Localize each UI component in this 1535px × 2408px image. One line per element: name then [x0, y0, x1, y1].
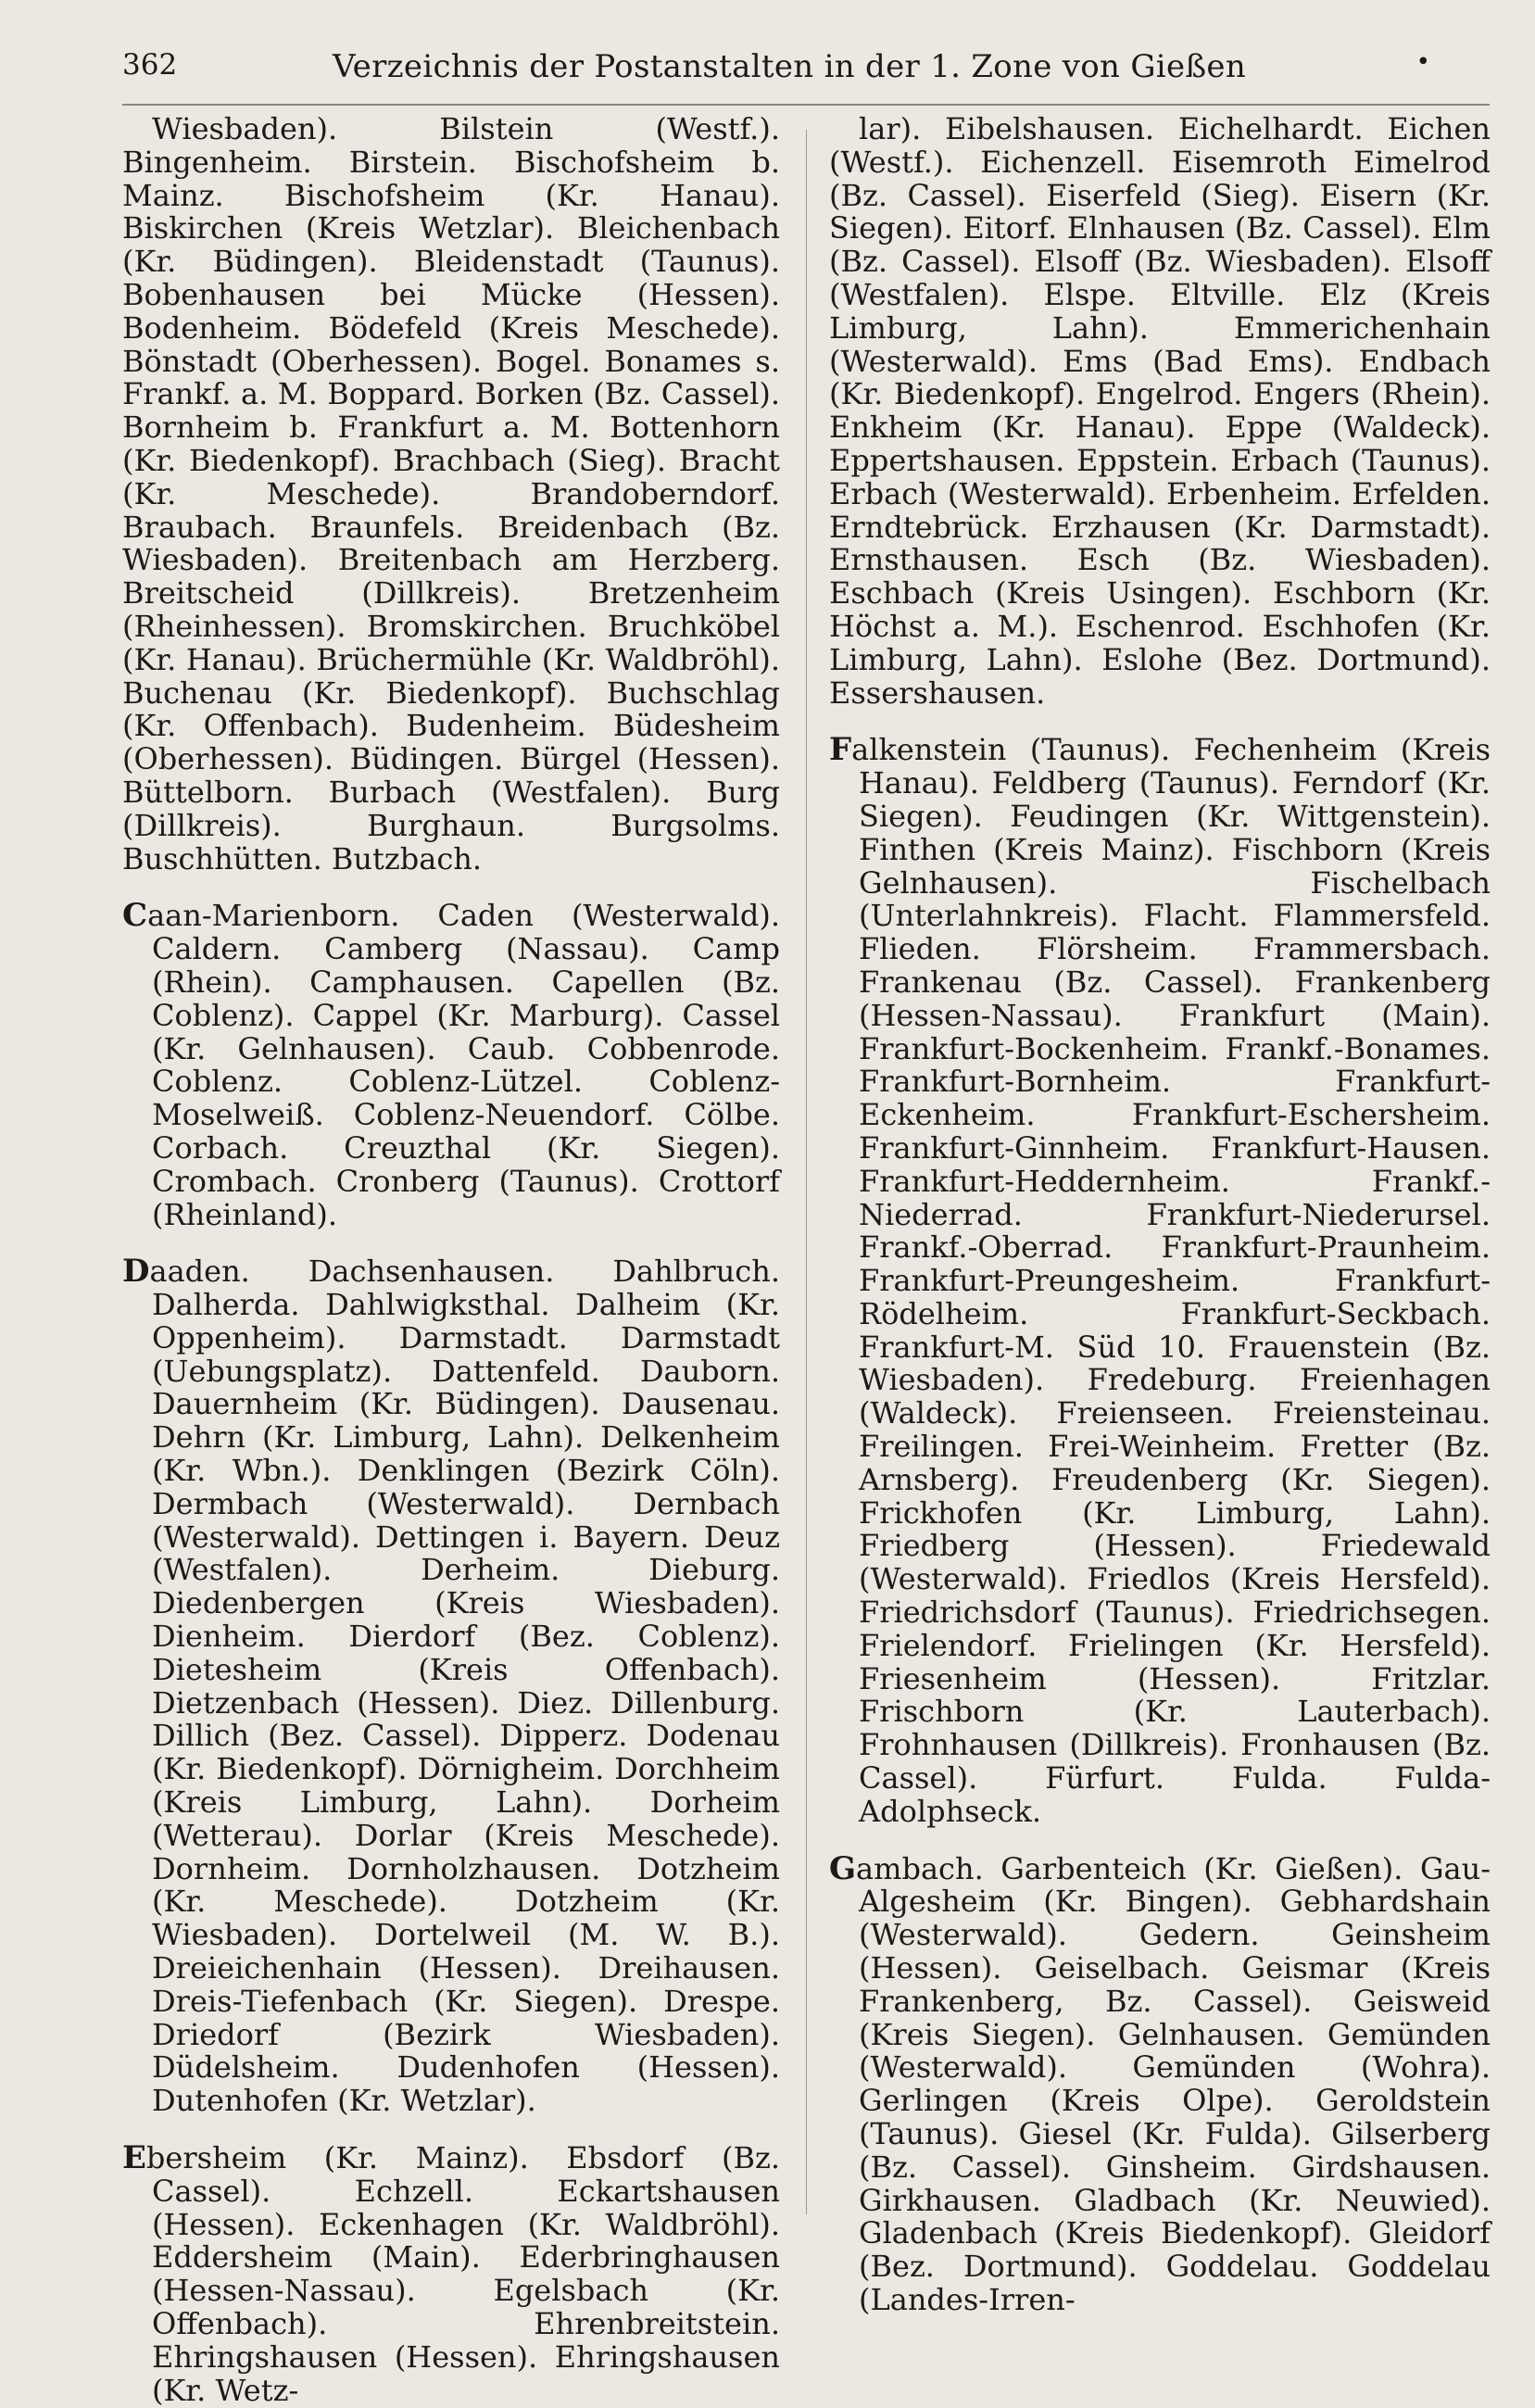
- running-title: Verzeichnis der Postanstalten in der 1. Zone von Gießen: [332, 48, 1247, 85]
- section-f: [829, 731, 1491, 1829]
- header-rule: [122, 104, 1490, 106]
- section-g: [829, 1849, 1491, 2317]
- section-initial: C: [122, 897, 148, 935]
- e-entries-continuation: lar). Eibelshausen. Eichelhardt. Eichen (Westf.). Eichenzell. Eisemroth Eimelrod (Bz. Cassel). Eiserfeld (Sieg). Eisern (Kr. Siegen). Eitorf. Elnhausen (Bz. Cassel). Elm (Bz. Cassel). Elsoff (Bz. Wiesbaden). Elsoff (Westfalen). Elspe. Eltville. Elz (Kreis Limburg, Lahn). Emmerichenhain (Westerwald). Ems (Bad Ems). Endbach (Kr. Biedenkopf). Engelrod. Engers (Rhein). Enkheim (Kr. Hanau). Eppe (Waldeck). Eppertshausen. Eppstein. Erbach (Taunus). Erbach (Westerwald). Erbenheim. Erfelden. Erndtebrück. Erzhausen (Kr. Darmstadt). Ernsthausen. Esch (Bz. Wiesbaden). Eschbach (Kreis Usingen). Eschborn (Kr. Höchst a. M.). Eschenrod. Eschhofen (Kr. Limburg, Lahn). Eslohe (Bez. Dortmund). Essershausen.: [829, 111, 1491, 711]
- section-initial: E: [122, 2139, 146, 2177]
- page-header: [122, 44, 1456, 93]
- section-initial: D: [122, 1253, 150, 1291]
- section-text: aaden. Dachsenhausen. Dahlbruch. Dalherda. Dahlwigksthal. Dalheim (Kr. Oppenheim). Darmstadt. Darmstadt (Uebungsplatz). Dattenfeld. Dauborn. Dauernheim (Kr. Büdingen). Dausenau. Dehrn (Kr. Limburg, Lahn). Delkenheim (Kr. Wbn.). Denklingen (Bezirk Cöln). Dermbach (Westerwald). Dernbach (Westerwald). Dettingen i. Bayern. Deuz (Westfalen). Derheim. Dieburg. Diedenbergen (Kreis Wiesbaden). Dienheim. Dierdorf (Bez. Coblenz). Dietesheim (Kreis Offenbach). Dietzenbach (Hessen). Diez. Dillenburg. Dillich (Bez. Cassel). Dipperz. Dodenau (Kr. Biedenkopf). Dörnigheim. Dorchheim (Kreis Limburg, Lahn). Dorheim (Wetterau). Dorlar (Kreis Meschede). Dornheim. Dornholzhausen. Dotzheim (Kr. Meschede). Dotzheim (Kr. Wiesbaden). Dortelweil (M. W. B.). Dreieichenhain (Hessen). Dreihausen. Dreis-Tiefenbach (Kr. Siegen). Drespe. Driedorf (Bezirk Wiesbaden). Düdelsheim. Dudenhofen (Hessen). Dutenhofen (Kr. Wetzlar).: [149, 1254, 780, 2119]
- section-e: [122, 2139, 780, 2408]
- left-column: [122, 113, 780, 2407]
- section-text: bersheim (Kr. Mainz). Ebsdorf (Bz. Cassel). Echzell. Eckartshausen (Hessen). Eckenhagen (Kr. Waldbröhl). Eddersheim (Main). Ederbringhausen (Hessen-Nassau). Egelsbach (Kr. Offenbach). Ehrenbreitstein. Ehringshausen (Hessen). Ehringshausen (Kr. Wetz-: [145, 2140, 780, 2408]
- section-d: [122, 1255, 780, 2118]
- right-column: [829, 113, 1491, 2317]
- section-initial: F: [829, 731, 852, 769]
- section-text: ambach. Garbenteich (Kr. Gießen). Gau-Algesheim (Kr. Bingen). Gebhardshain (Westerwald). Gedern. Geinsheim (Hessen). Geiselbach. Geismar (Kreis Frankenberg, Bz. Cassel). Geisweid (Kreis Siegen). Gelnhausen. Gemünden (Westerwald). Gemünden (Wohra). Gerlingen (Kreis Olpe). Geroldstein (Taunus). Giesel (Kr. Fulda). Gilserberg (Bz. Cassel). Ginsheim. Girdshausen. Girkhausen. Gladbach (Kr. Neuwied). Gladenbach (Kreis Biedenkopf). Gleidorf (Bez. Dortmund). Goddelau. Goddelau (Landes-Irren-: [856, 1850, 1491, 2317]
- column-divider: [806, 130, 807, 2214]
- section-text: alkenstein (Taunus). Fechenheim (Kreis Hanau). Feldberg (Taunus). Ferndorf (Kr. Siegen). Feudingen (Kr. Wittgenstein). Finthen (Kreis Mainz). Fischborn (Kreis Gelnhausen). Fischelbach (Unterlahnkreis). Flacht. Flammersfeld. Flieden. Flörsheim. Frammersbach. Frankenau (Bz. Cassel). Frankenberg (Hessen-Nassau). Frankfurt (Main). Frankfurt-Bockenheim. Frankf.-Bonames. Frankfurt-Bornheim. Frankfurt-Eckenheim. Frankfurt-Eschersheim. Frankfurt-Ginnheim. Frankfurt-Hausen. Frankfurt-Heddernheim. Frankf.-Niederrad. Frankfurt-Niederursel. Frankf.-Oberrad. Frankfurt-Praunheim. Frankfurt-Preungesheim. Frankfurt-Rödelheim. Frankfurt-Seckbach. Frankfurt-M. Süd 10. Frauenstein (Bz. Wiesbaden). Fredeburg. Freienhagen (Waldeck). Freienseen. Freiensteinau. Freilingen. Frei-Weinheim. Fretter (Bz. Arnsberg). Freudenberg (Kr. Siegen). Frickhofen (Kr. Limburg, Lahn). Friedberg (Hessen). Friedewald (Westerwald). Friedlos (Kreis Hersfeld). Friedrichsdorf (Taunus). Friedrichsegen. Frielendorf. Frielingen (Kr. Hersfeld). Friesenheim (Hessen). Fritzlar. Frischborn (Kr. Lauterbach). Frohnhausen (Dillkreis). Fronhausen (Bz. Cassel). Fürfurt. Fulda. Fulda-Adolphseck.: [851, 732, 1491, 1829]
- section-initial: G: [829, 1849, 857, 1887]
- page-number: 362: [122, 48, 178, 82]
- section-text: aan-Marienborn. Caden (Westerwald). Caldern. Camberg (Nassau). Camp (Rhein). Camphausen. Capellen (Bz. Coblenz). Cappel (Kr. Marburg). Cassel (Kr. Gelnhausen). Caub. Cobbenrode. Coblenz. Coblenz-Lützel. Coblenz-Moselweiß. Coblenz-Neuendorf. Cölbe. Corbach. Creuzthal (Kr. Siegen). Crombach. Cronberg (Taunus). Crottorf (Rheinland).: [147, 898, 780, 1232]
- b-entries-continuation: Wiesbaden). Bilstein (Westf.). Bingenheim. Birstein. Bischofsheim b. Mainz. Bischofsheim (Kr. Hanau). Biskirchen (Kreis Wetzlar). Bleichenbach (Kr. Büdingen). Bleidenstadt (Taunus). Bobenhausen bei Mücke (Hessen). Bodenheim. Bödefeld (Kreis Meschede). Bönstadt (Oberhessen). Bogel. Bonames s. Frankf. a. M. Boppard. Borken (Bz. Cassel). Bornheim b. Frankfurt a. M. Bottenhorn (Kr. Biedenkopf). Brachbach (Sieg). Bracht (Kr. Meschede). Brandoberndorf. Braubach. Braunfels. Breidenbach (Bz. Wiesbaden). Breitenbach am Herzberg. Breitscheid (Dillkreis). Bretzenheim (Rheinhessen). Bromskirchen. Bruchköbel (Kr. Hanau). Brüchermühle (Kr. Waldbröhl). Buchenau (Kr. Biedenkopf). Buchschlag (Kr. Offenbach). Budenheim. Büdesheim (Oberhessen). Büdingen. Bürgel (Hessen). Büttelborn. Burbach (Westfalen). Burg (Dillkreis). Burghaun. Burgsolms. Buschhütten. Butzbach.: [122, 111, 780, 876]
- section-c: [122, 897, 780, 1232]
- print-mark: •: [1415, 48, 1430, 76]
